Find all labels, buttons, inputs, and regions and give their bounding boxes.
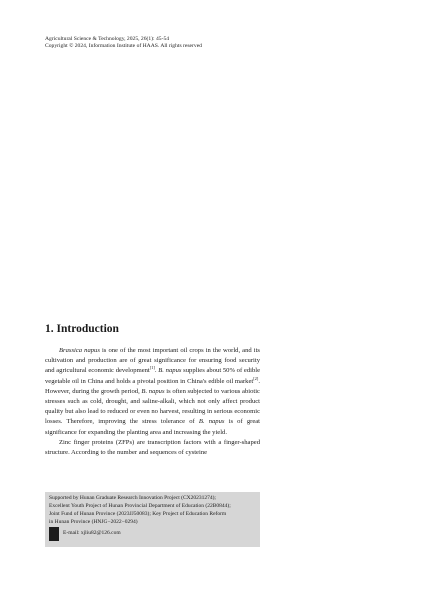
email-address[interactable]: E-mail: xjliu82@126.com xyxy=(63,529,121,536)
funding-line: Excellent Youth Project of Hunan Provincial Department of Education (22B0844); xyxy=(49,502,231,509)
journal-citation: Agricultural Science & Technology, 2025, 26(1): 45-54 xyxy=(45,36,170,42)
email-row xyxy=(49,527,256,541)
text-segment: . However, during the growth period, xyxy=(45,377,260,395)
funding-line: in Hunan Province (HNJG−2022−0294) xyxy=(49,518,138,525)
text-segment: is one of the most important oil crops in the world, and its cultivation and production are of great significance for ensuring food security and agricultural economic development xyxy=(45,347,260,375)
funding-line: Supported by Hunan Graduate Research Innovation Project (CX20231274); xyxy=(49,495,216,501)
funding-line: Joint Fund of Hunan Province (2023JJ50083); Key Project of Education Reform xyxy=(49,510,227,517)
text-segment: supplies about 50% of edible vegetable oil in China and holds a pivotal position in China's edible oil market xyxy=(45,367,261,385)
paragraph-1 xyxy=(45,346,260,438)
text-segment: is of great significance for expanding the planting area and increasing the yield. xyxy=(45,418,261,436)
journal-header xyxy=(45,36,202,50)
species-name: B. napus xyxy=(141,387,165,395)
paragraph-2: Zinc finger proteins (ZFPs) are transcription factors with a finger-shaped structure. According to the number and sequences of cysteine xyxy=(45,438,260,457)
citation-ref: [1] xyxy=(149,365,155,371)
species-name: Brassica napus xyxy=(59,347,100,354)
species-name: B. napus xyxy=(158,367,182,375)
copyright-notice: Copyright © 2024, Information Institute of HAAS. All rights reserved xyxy=(45,43,202,49)
text-segment: . xyxy=(154,367,159,375)
body-text xyxy=(45,346,260,458)
citation-ref: [2] xyxy=(253,375,259,381)
section-heading: 1. Introduction xyxy=(45,323,119,335)
species-name: B. napus xyxy=(198,418,225,426)
funding-footnote xyxy=(45,492,260,547)
author-marker-icon xyxy=(49,527,59,541)
text-segment: is often subjected to various abiotic stresses such as cold, drought, and saline-alkali, which not only affect product quality but also lead to reduced or even no harvest, resulting in serious economic losses. Therefore, improving the stress tolerance of xyxy=(45,387,260,426)
